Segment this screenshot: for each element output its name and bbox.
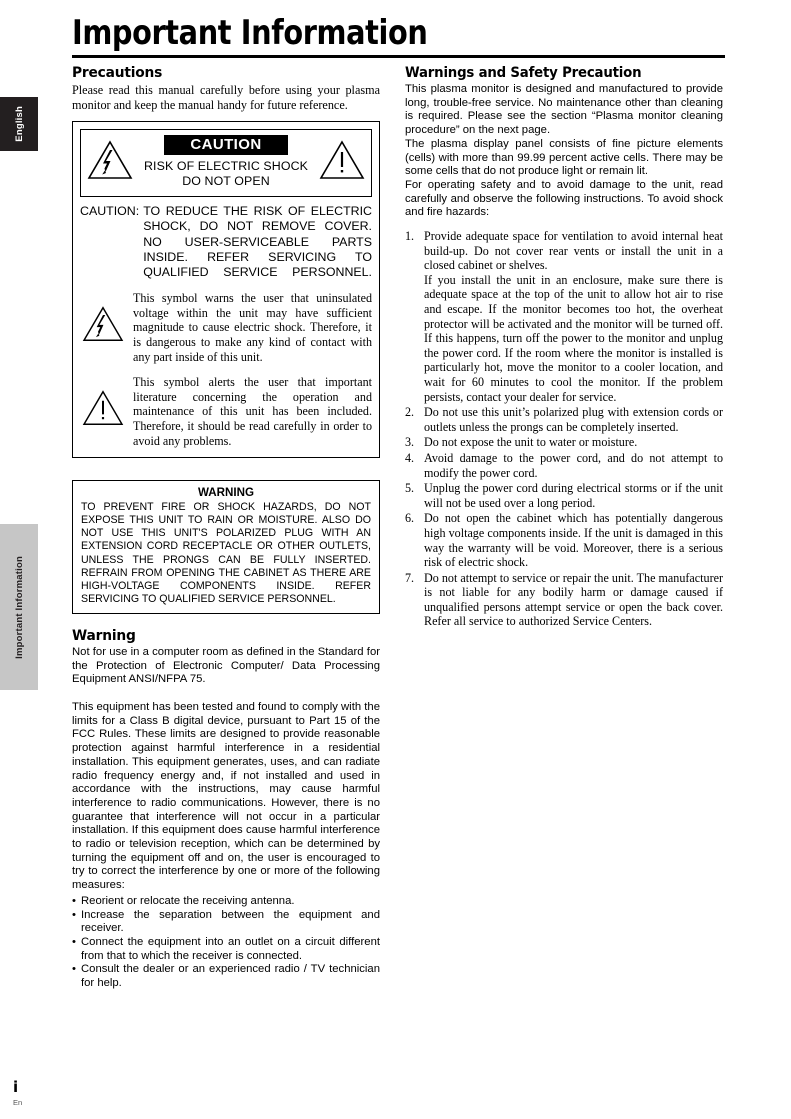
fcc-measures-list: [72, 895, 380, 991]
warnings-safety-paragraph-3: For operating safety and to avoid damage to the unit, read carefully and observe the following instructions. To avoid shock and fire hazards:: [405, 178, 723, 219]
list-item-text: Consult the dealer or an experienced radio / TV technician for help.: [81, 963, 380, 990]
caution-statement: [80, 204, 372, 280]
list-item-number: 6.: [405, 511, 415, 526]
list-item-text: [424, 435, 723, 450]
caution-symbol-row: [80, 129, 372, 197]
page-title: Important Information: [72, 13, 428, 53]
list-item-paragraph: Do not attempt to service or repair the unit. The manufacturer is not liable for any bodily harm or damage caused if unqualified persons attempt service or open the back cover. Refer all service to authorized Service Centers.: [424, 570, 723, 629]
precautions-heading: Precautions: [72, 65, 163, 81]
warnings-safety-heading: Warnings and Safety Precaution: [405, 65, 642, 81]
list-item-paragraph: Provide adequate space for ventilation to avoid internal heat build-up. Do not cover rear vents or install the unit in a closed cabinet or shelves.: [424, 229, 723, 273]
list-item-paragraph: Unplug the power cord during electrical storms or if the unit will not be used over a long period.: [424, 481, 723, 510]
list-item-number: 7.: [405, 570, 415, 585]
list-item-paragraph: Avoid damage to the power cord, and do not attempt to modify the power cord.: [424, 450, 723, 480]
page-content: [72, 0, 725, 1119]
warning-section-paragraph-2: This equipment has been tested and found to comply with the limits for a Class B digital device, pursuant to Part 15 of the FCC Rules. These limits are designed to provide reasonable protection against harmful interference in a residential installation. This equipment generates, uses, and can radiate radio frequency energy and, if not installed and used in accordance with the instructions, may cause harmful interference to radio communications. However, there is no guarantee that interference will not occur in a particular installation. If this equipment does cause harmful interference to radio or television reception, which can be determined by turning the equipment off and on, the user is encouraged to try to correct the interference by one or more of the following measures:: [72, 701, 380, 892]
list-item-paragraph: Do not open the cabinet which has potentially dangerous high voltage components inside. If the unit is damaged in this way the warranty will be void. Moreover, there is a serious risk of electric shock.: [424, 511, 723, 570]
two-column-layout: [72, 65, 725, 991]
list-item-text: Connect the equipment into an outlet on a circuit different from that to which the receiver is connected.: [81, 935, 380, 962]
list-item-text: [424, 481, 723, 510]
symbol-explanation-lightning: [80, 291, 372, 364]
list-item: [405, 571, 723, 629]
caution-line-2: DO NOT OPEN: [182, 174, 270, 189]
list-item: [72, 936, 380, 963]
list-item-text: [424, 511, 723, 569]
symbol-explanation-exclamation: [80, 375, 372, 448]
bullet-marker: •: [72, 908, 76, 921]
caution-banner: CAUTION: [164, 135, 287, 155]
list-item: [72, 963, 380, 990]
symbol-explanation-exclamation-text: This symbol alerts the user that important literature concerning the operation and maintenance of this unit has been included. Therefore, it should be read carefully in order to avoid any problems.: [133, 375, 372, 448]
lightning-bolt-triangle-icon: [80, 291, 126, 343]
caution-statement-body: TO REDUCE THE RISK OF ELECTRIC SHOCK, DO NOT REMOVE COVER. NO USER-SERVICEABLE PARTS INSIDE. REFER SERVICING TO QUALIFIED SERVICE PERSONNEL.: [143, 204, 372, 279]
list-item: [405, 451, 723, 480]
list-item-number: 5.: [405, 481, 415, 496]
caution-line-1: RISK OF ELECTRIC SHOCK: [144, 159, 308, 174]
left-column: [72, 65, 380, 991]
bullet-marker: •: [72, 894, 76, 907]
warning-section-paragraph-1: Not for use in a computer room as defined in the Standard for the Protection of Electronic Computer/ Data Processing Equipment ANSI/NFPA 75.: [72, 645, 380, 686]
list-item-number: 3.: [405, 435, 415, 450]
caution-box: [72, 121, 380, 458]
list-item-number: 4.: [405, 450, 415, 465]
list-item-text: [424, 405, 723, 434]
page-footer: [13, 1080, 22, 1107]
page-number: i: [13, 1078, 19, 1096]
list-item-text: [424, 451, 723, 480]
side-tab-important-information-label: Important Information: [13, 555, 25, 659]
list-item: [72, 909, 380, 936]
list-item-number: 2.: [405, 405, 415, 420]
exclamation-triangle-icon: [80, 375, 126, 427]
list-item: [405, 511, 723, 569]
list-item: [405, 435, 723, 450]
list-item: [405, 481, 723, 510]
precautions-intro: Please read this manual carefully before using your plasma monitor and keep the manual handy for future reference.: [72, 83, 380, 112]
list-item-text: Increase the separation between the equipment and receiver.: [81, 908, 380, 935]
warnings-safety-paragraph-1: This plasma monitor is designed and manufactured to provide long, trouble-free service. No maintenance other than cleaning is required. Please see the section “Plasma monitor cleaning procedure” on the next page.: [405, 83, 723, 137]
caution-center-block: [137, 135, 315, 189]
list-item-text: [424, 571, 723, 629]
title-rule: [72, 55, 725, 58]
list-item-paragraph: Do not expose the unit to water or moisture.: [424, 435, 638, 450]
exclamation-triangle-icon: [319, 139, 365, 186]
side-tab-english-label: English: [13, 106, 25, 142]
warnings-safety-paragraph-2: The plasma display panel consists of fine picture elements (cells) with more than 99.99 percent active cells. There may be some cells that do not produce light or remain lit.: [405, 137, 723, 178]
warning-box-title: WARNING: [197, 486, 255, 500]
warning-box-text: TO PREVENT FIRE OR SHOCK HAZARDS, DO NOT EXPOSE THIS UNIT TO RAIN OR MOISTURE. ALSO DO NOT USE THIS UNIT'S POLARIZED PLUG WITH AN EXTENSION CORD RECEPTACLE OR OTHER OUTLETS, UNLESS THE PRONGS CAN BE FULLY INSERTED. REFRAIN FROM OPENING THE CABINET AS THERE ARE HIGH-VOLTAGE COMPONENTS INSIDE. REFER SERVICING TO QUALIFIED SERVICE PERSONNEL.: [81, 501, 371, 605]
list-item: [405, 229, 723, 404]
bullet-marker: •: [72, 963, 76, 976]
list-item-number: 1.: [405, 229, 415, 244]
right-column: [405, 65, 723, 991]
lightning-bolt-triangle-icon: [87, 139, 133, 186]
warning-box: [72, 480, 380, 614]
bullet-marker: •: [72, 935, 76, 948]
caution-statement-lead: CAUTION:: [80, 204, 140, 219]
list-item-text: Reorient or relocate the receiving antenna.: [81, 894, 295, 907]
side-tab-english[interactable]: [0, 97, 38, 151]
list-item-paragraph: Do not use this unit’s polarized plug with extension cords or outlets unless the prongs can be completely inserted.: [424, 405, 723, 434]
list-item-text: [424, 229, 723, 404]
list-item: [72, 895, 380, 909]
language-code: En: [13, 1098, 23, 1107]
symbol-explanation-lightning-text: This symbol warns the user that uninsulated voltage within the unit may have sufficient magnitude to cause electric shock. Therefore, it is dangerous to make any kind of contact with any part inside of this unit.: [133, 291, 372, 364]
safety-numbered-list: [405, 229, 723, 629]
list-item-paragraph: If you install the unit in an enclosure, make sure there is adequate space at the top of the unit to allow hot air to rise and escape. If the monitor becomes too hot, the overheat protector will be activated and the monitor will be turned off. If this happens, turn off the power to the monitor and unplug the power cord. If the room where the monitor is installed is particularly hot, move the monitor to a cooler location, and wait for 60 minutes to cool the monitor. If the problem persists, contact your dealer for service.: [424, 272, 723, 404]
side-tab-important-information[interactable]: [0, 524, 38, 690]
warning-section-heading: Warning: [72, 627, 136, 644]
list-item: [405, 405, 723, 434]
